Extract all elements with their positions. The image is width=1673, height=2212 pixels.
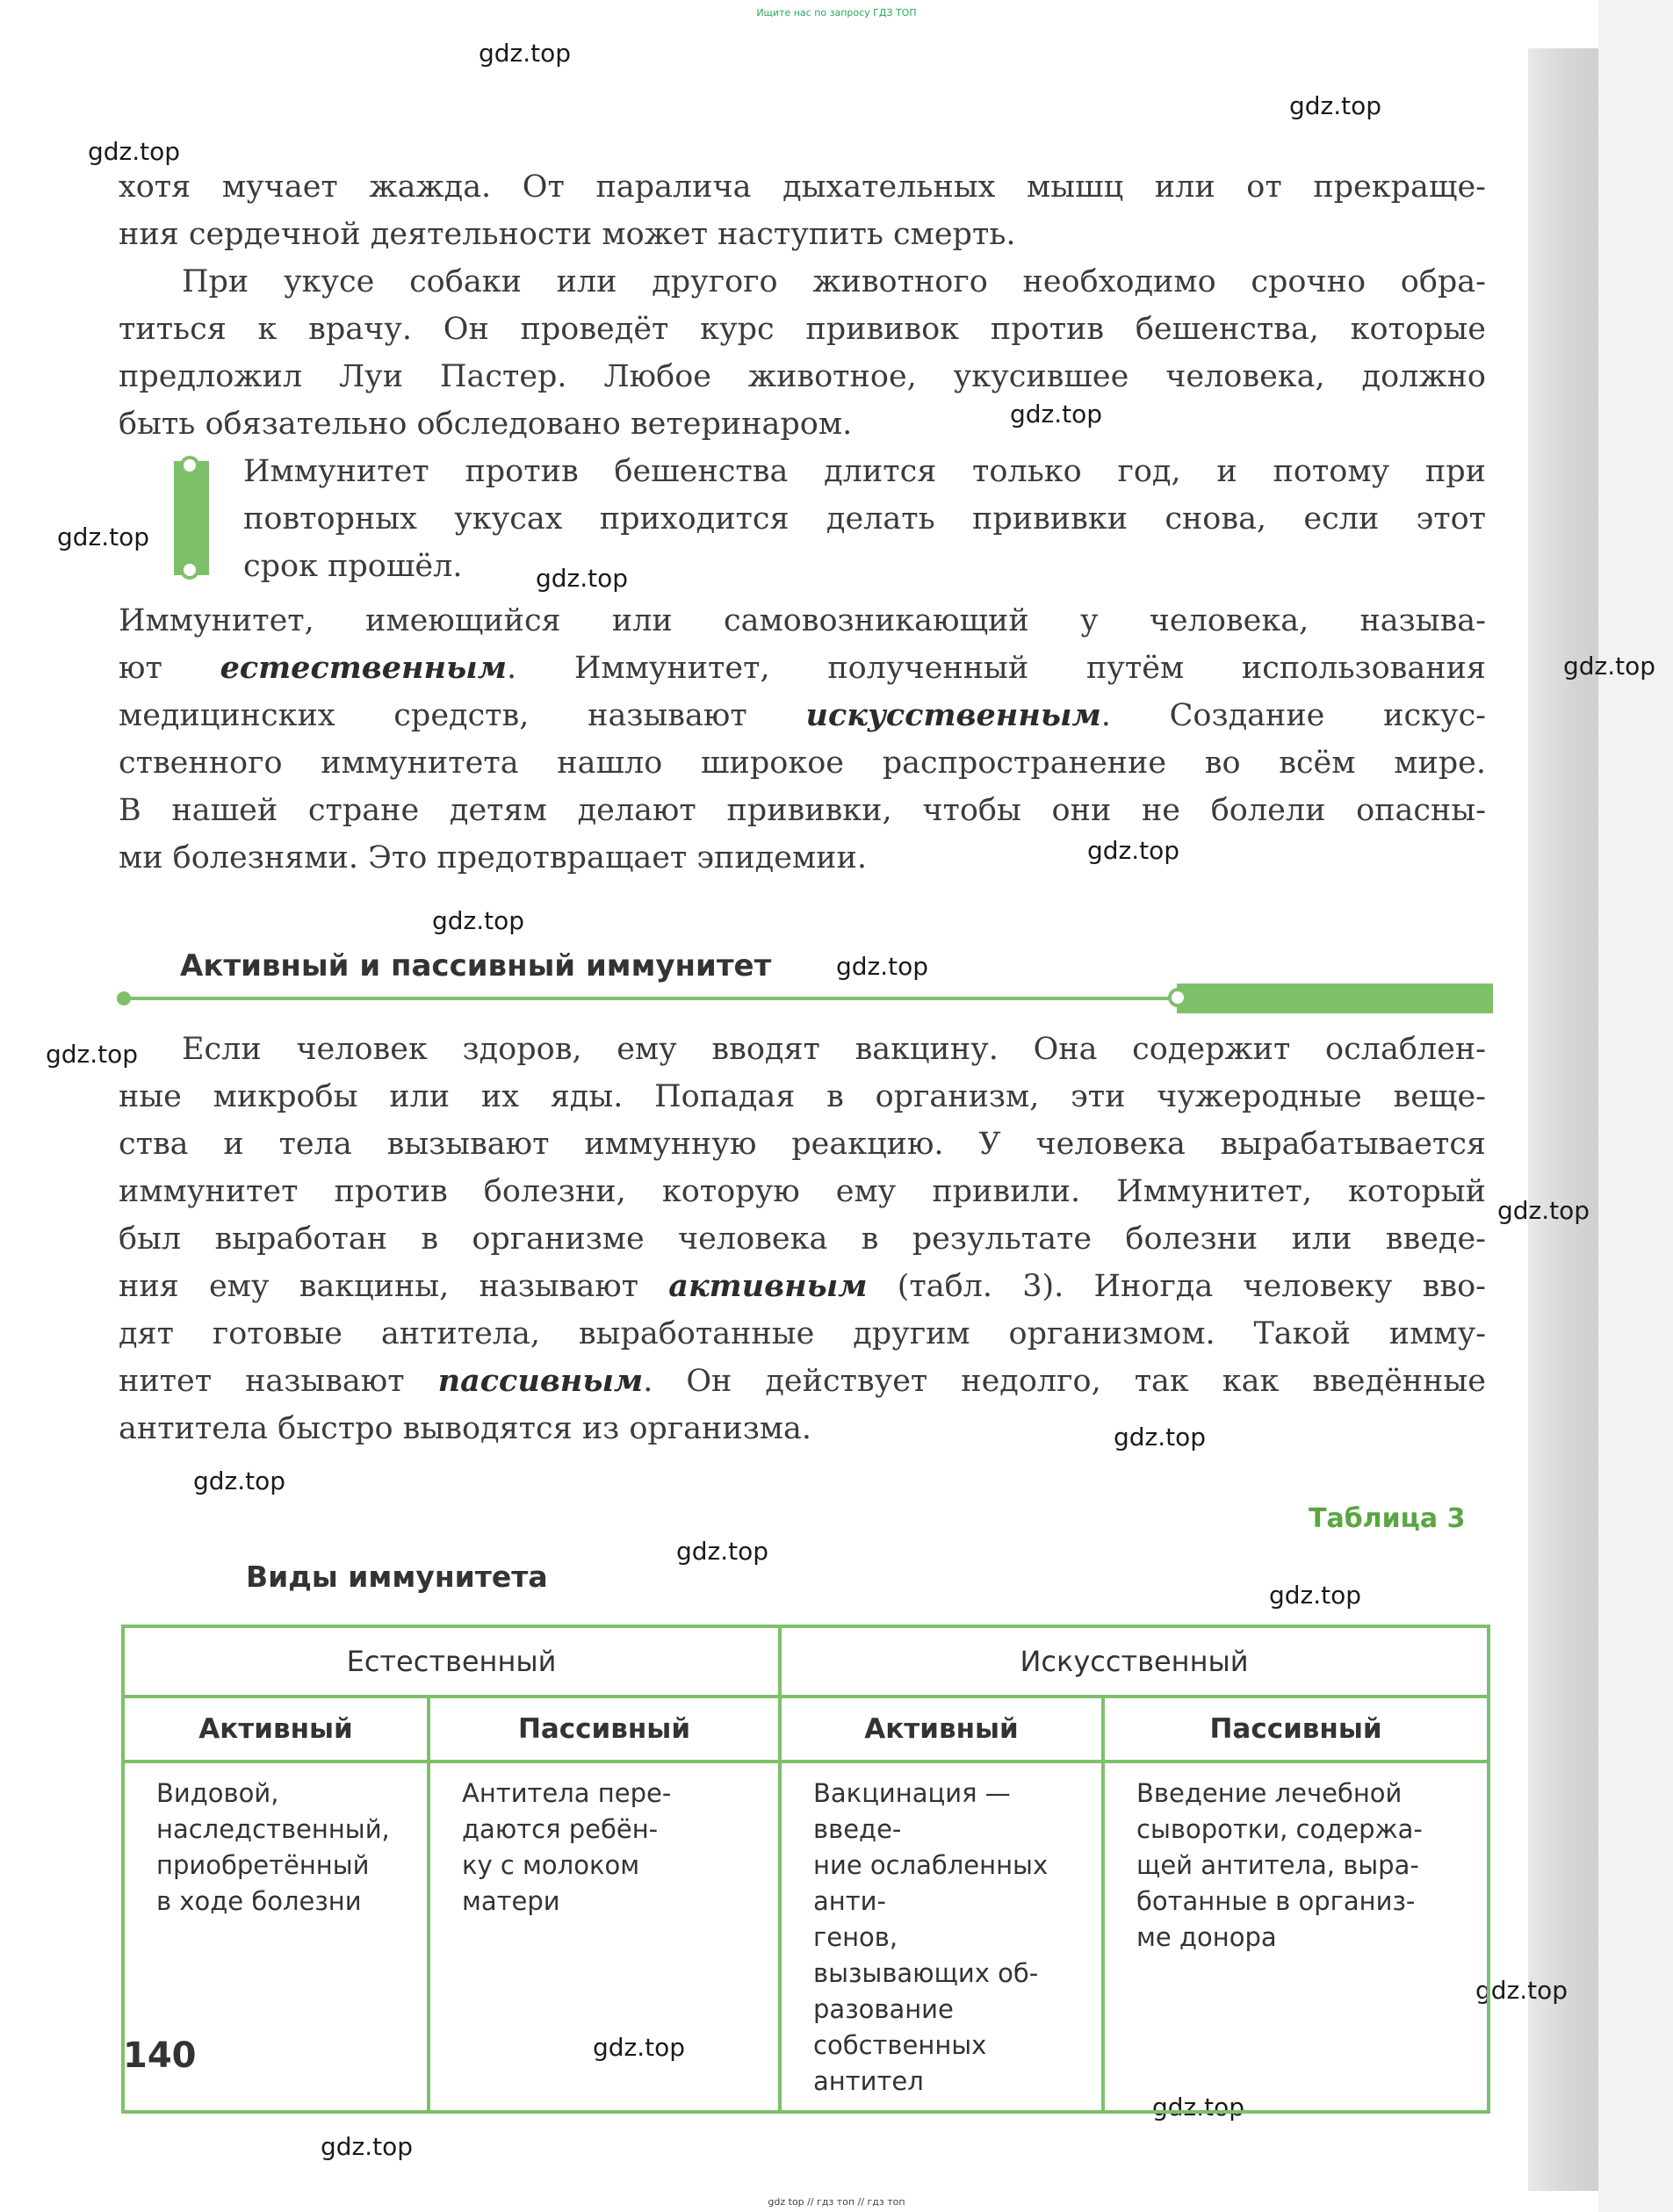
para4-line: Если человек здоров, ему вводят вакцину. Она содержит ослаблен- bbox=[182, 1032, 1486, 1067]
subheader-active: Активный bbox=[123, 1697, 429, 1762]
text-span: . Он действует недолго, так как введённые bbox=[643, 1364, 1487, 1399]
table-title: Виды иммунитета bbox=[246, 1560, 548, 1594]
section-rule bbox=[123, 997, 1177, 1000]
text-span: . Создание искус- bbox=[1100, 698, 1486, 733]
table-cell bbox=[429, 1762, 780, 2112]
para4-line: дят готовые антитела, выработанные другим организмом. Такой имму- bbox=[119, 1316, 1486, 1351]
text-span: (табл. 3). Иногда человеку вво- bbox=[867, 1269, 1486, 1304]
watermark: gdz.top bbox=[88, 137, 181, 166]
watermark: gdz.top bbox=[1114, 1423, 1207, 1452]
cell-line: Антитела пере- bbox=[462, 1778, 672, 1808]
cell-line: в ходе болезни bbox=[156, 1886, 362, 1916]
cell-line: Вакцинация — введе- bbox=[813, 1778, 1011, 1844]
watermark: gdz.top bbox=[1269, 1581, 1362, 1610]
para1-line: хотя мучает жажда. От паралича дыхательных мышц или от прекраще- bbox=[119, 169, 1486, 205]
watermark: gdz.top bbox=[193, 1466, 286, 1495]
para4-line: иммунитет против болезни, которую ему привили. Иммунитет, который bbox=[119, 1174, 1486, 1209]
section-rule-dot bbox=[1168, 988, 1187, 1007]
watermark: gdz.top bbox=[1497, 1196, 1590, 1225]
text-span: ния ему вакцины, называют bbox=[119, 1269, 669, 1304]
para2-line: При укусе собаки или другого животного необходимо срочно обра- bbox=[182, 264, 1486, 299]
para4-line: антитела быстро выводятся из организма. bbox=[119, 1411, 812, 1446]
header-note: Ищите нас по запросу ГДЗ ТОП bbox=[756, 7, 917, 18]
subheader-passive: Пассивный bbox=[1103, 1697, 1489, 1762]
watermark: gdz.top bbox=[1087, 836, 1180, 865]
subheader-passive: Пассивный bbox=[429, 1697, 780, 1762]
callout-marker-dot bbox=[180, 456, 199, 475]
callout-line: повторных укусах приходится делать прививки снова, если этот bbox=[243, 501, 1486, 537]
table-cell bbox=[780, 1762, 1103, 2112]
page-edge-shadow bbox=[1528, 48, 1598, 2191]
callout-marker bbox=[174, 461, 209, 575]
watermark: gdz.top bbox=[1475, 1976, 1568, 2005]
table-subheader-row bbox=[123, 1697, 1489, 1762]
cell-line: приобретённый bbox=[156, 1850, 370, 1880]
watermark: gdz.top bbox=[57, 522, 150, 551]
para2-line: титься к врачу. Он проведёт курс прививок против бешенства, которые bbox=[119, 312, 1486, 347]
immunity-table bbox=[121, 1625, 1490, 2114]
cell-line: ние ослабленных анти- bbox=[813, 1850, 1049, 1916]
text-span: медицинских средств, называют bbox=[119, 698, 806, 733]
para3-line bbox=[119, 645, 1486, 692]
cell-line: антител bbox=[813, 2066, 924, 2096]
cell-line: Введение лечебной bbox=[1136, 1778, 1403, 1808]
term-artificial: искусственным bbox=[805, 697, 1101, 733]
para3-line: ми болезнями. Это предотвращает эпидемии. bbox=[119, 840, 867, 875]
subheader-active: Активный bbox=[780, 1697, 1103, 1762]
watermark: gdz.top bbox=[1289, 91, 1382, 120]
section-rule-dot bbox=[117, 991, 131, 1005]
cell-line: наследственный, bbox=[156, 1814, 390, 1844]
table-row bbox=[123, 1762, 1489, 2112]
table-cell bbox=[1103, 1762, 1489, 2112]
watermark: gdz.top bbox=[432, 906, 525, 935]
term-active: активным bbox=[668, 1268, 868, 1304]
footer-note: gdz top // гдз топ // гдз топ bbox=[768, 2196, 905, 2208]
para2-line: быть обязательно обследовано ветеринаром. bbox=[119, 407, 853, 442]
watermark: gdz.top bbox=[593, 2033, 686, 2062]
para4-line: был выработан в организме человека в результате болезни или введе- bbox=[119, 1221, 1486, 1257]
cell-line: ку с молоком bbox=[462, 1850, 640, 1880]
text-span: нитет называют bbox=[119, 1364, 438, 1399]
cell-line: даются ребён- bbox=[462, 1814, 659, 1844]
watermark: gdz.top bbox=[479, 39, 572, 68]
text-span: ют bbox=[119, 651, 220, 686]
section-rule-bar bbox=[1177, 984, 1493, 1013]
para4-line bbox=[119, 1358, 1486, 1405]
cell-line: ботанные в организ- bbox=[1136, 1886, 1416, 1916]
cell-line: Видовой, bbox=[156, 1778, 279, 1808]
watermark: gdz.top bbox=[46, 1040, 139, 1069]
section-title: Активный и пассивный иммунитет bbox=[180, 948, 772, 984]
text-span: . Иммунитет, полученный путём использования bbox=[506, 651, 1486, 686]
cell-line: ме донора bbox=[1136, 1922, 1277, 1952]
table-header-row bbox=[123, 1626, 1489, 1697]
watermark: gdz.top bbox=[1152, 2093, 1245, 2122]
callout-marker-dot bbox=[180, 560, 199, 580]
watermark: gdz.top bbox=[676, 1537, 769, 1566]
watermark: gdz.top bbox=[1563, 652, 1656, 681]
cell-line: щей антитела, выра- bbox=[1136, 1850, 1419, 1880]
watermark: gdz.top bbox=[1010, 400, 1103, 429]
cell-line: сыворотки, содержа- bbox=[1136, 1814, 1423, 1844]
callout-line: срок прошёл. bbox=[243, 549, 463, 584]
para4-line bbox=[119, 1263, 1486, 1310]
para3-line bbox=[119, 692, 1486, 739]
page-number: 140 bbox=[123, 2035, 197, 2076]
watermark: gdz.top bbox=[321, 2132, 414, 2161]
table-label: Таблица 3 bbox=[1309, 1503, 1466, 1534]
watermark: gdz.top bbox=[536, 564, 629, 593]
header-natural: Естественный bbox=[123, 1626, 780, 1697]
para2-line: предложил Луи Пастер. Любое животное, укусившее человека, должно bbox=[119, 359, 1486, 394]
term-passive: пассивным bbox=[437, 1363, 644, 1399]
para3-line: В нашей стране детям делают прививки, чтобы они не болели опасны- bbox=[119, 793, 1486, 828]
cell-line: матери bbox=[462, 1886, 560, 1916]
term-natural: естественным bbox=[220, 650, 507, 686]
para1-line: ния сердечной деятельности может наступить смерть. bbox=[119, 217, 1016, 252]
cell-line: генов, вызывающих об- bbox=[813, 1922, 1039, 1988]
para3-line: Иммунитет, имеющийся или самовозникающий у человека, называ- bbox=[119, 603, 1486, 638]
cell-line: разование собственных bbox=[813, 1994, 987, 2060]
watermark: gdz.top bbox=[836, 952, 929, 981]
header-artificial: Искусственный bbox=[780, 1626, 1489, 1697]
para3-line: ственного иммунитета нашло широкое распространение во всём мире. bbox=[119, 746, 1486, 781]
para4-line: ные микробы или их яды. Попадая в организм, эти чужеродные веще- bbox=[119, 1079, 1486, 1114]
para4-line: ства и тела вызывают иммунную реакцию. У человека вырабатывается bbox=[119, 1127, 1486, 1162]
callout-line: Иммунитет против бешенства длится только год, и потому при bbox=[243, 454, 1486, 489]
